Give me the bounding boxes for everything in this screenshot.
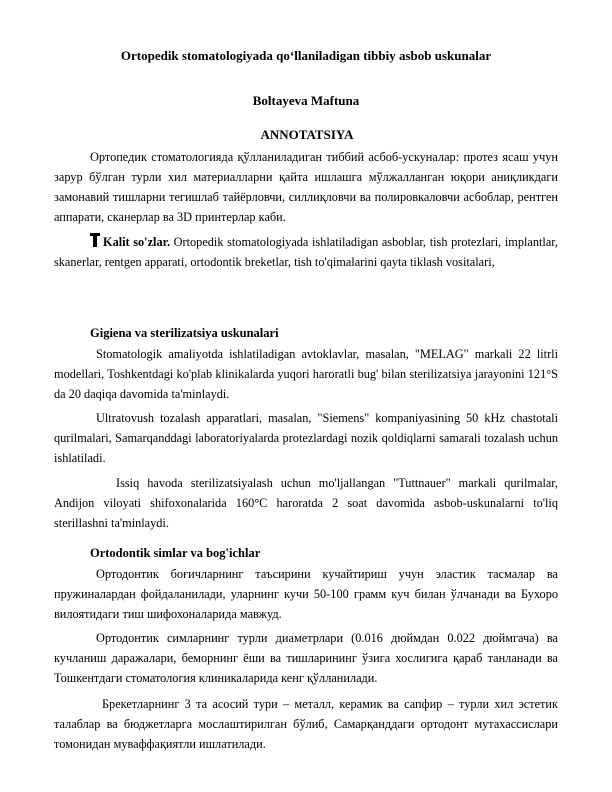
annotation-heading-text: ANNOTATSIYA xyxy=(260,127,354,142)
hygiene-paragraph-1: Stomatologik amaliyotda ishlatiladigan avtoklavlar, masalan, "MELAG" markali 22 litrli modellari, Toshkentdagi ko'plab klinikalarda yuqori haroratli bug' bilan sterilizatsiya jarayonini 121°S da 20 daqiqa davomida ta'minlaydi. xyxy=(54,347,558,401)
keywords-paragraph xyxy=(54,232,558,272)
section-heading-orthodontic: Ortodontik simlar va bog'ichlar xyxy=(90,546,261,560)
orthodontic-paragraph-2: Ортодонтик симларнинг турли диаметрлари (0.016 дюймдан 0.022 дюймгача) ва кучланиш даражалари, беморнинг ёши ва тишларининг ўзига хослигига қараб танланади ва Тошкентдаги стоматология клиникаларида кенг қўлланилади. xyxy=(54,631,558,685)
orthodontic-paragraph-1: Ортодонтик боғичларнинг таъсирини кучайтириш учун эластик тасмалар ва пружиналардан фойдаланилади, уларнинг кучи 50-100 грамм куч билан ўлчанади ва Бухоро вилоятидаги тиш шифохоналарида мавжуд. xyxy=(54,567,558,621)
document-title: Ortopedik stomatologiyada qo‘llaniladigan tibbiy asbob uskunalar xyxy=(120,48,492,63)
orthodontic-paragraph-3: Брекетларнинг 3 та асосий тури – металл, керамик ва сапфир – турли хил эстетик талаблар ва бюджетларга мослаштирилган бўлиб, Самарқанддаги ортодонт мутахассислари томонидан муваффақиятли ишлатилади. xyxy=(54,697,558,751)
keywords-label: Kalit so'zlar. xyxy=(103,235,171,249)
annotation-heading xyxy=(0,127,612,143)
section-heading-hygiene: Gigiena va sterilizatsiya uskunalari xyxy=(90,326,279,340)
keywords-text: Ortopedik stomatologiyada ishlatiladigan asboblar, tish protezlari, implantlar, skanerlar, rentgen apparati, ortodontik breketlar, tish to'qimalarini qayta tiklash vositalari, xyxy=(54,235,558,269)
hygiene-paragraph-2: Ultratovush tozalash apparatlari, masalan, "Siemens" kompaniyasining 50 kHz chastotali qurilmalari, Samarqanddagi laboratoriyalarda protezlardagi nozik qoldiqlarni samarali tozalash uchun ishlatiladi. xyxy=(54,411,558,465)
hygiene-paragraph-3: Issiq havoda sterilizatsiyalash uchun mo'ljallangan "Tuttnauer" markali qurilmalar, Andijon viloyati shifoxonalarida 160°C haroratda 2 soat davomida asbob-uskunalarni to'liq sterillashni ta'minlaydi. xyxy=(54,476,558,530)
annotation-paragraph: Ортопедик стоматологияда қўлланиладиган тиббий асбоб-ускуналар: протез ясаш учун зарур бўлган турли хил материалларни қайта ишлашга мўлжалланган юқори аниқликдаги замонавий тишларни тегишлаб тайёрловчи, силлиқловчи ва полировкаловчи асбоблар, рентген аппарати, сканерлар ва 3D принтерлар каби. xyxy=(54,150,558,224)
author-name: Boltayeva Maftuna xyxy=(252,93,360,108)
pin-icon xyxy=(90,233,100,247)
